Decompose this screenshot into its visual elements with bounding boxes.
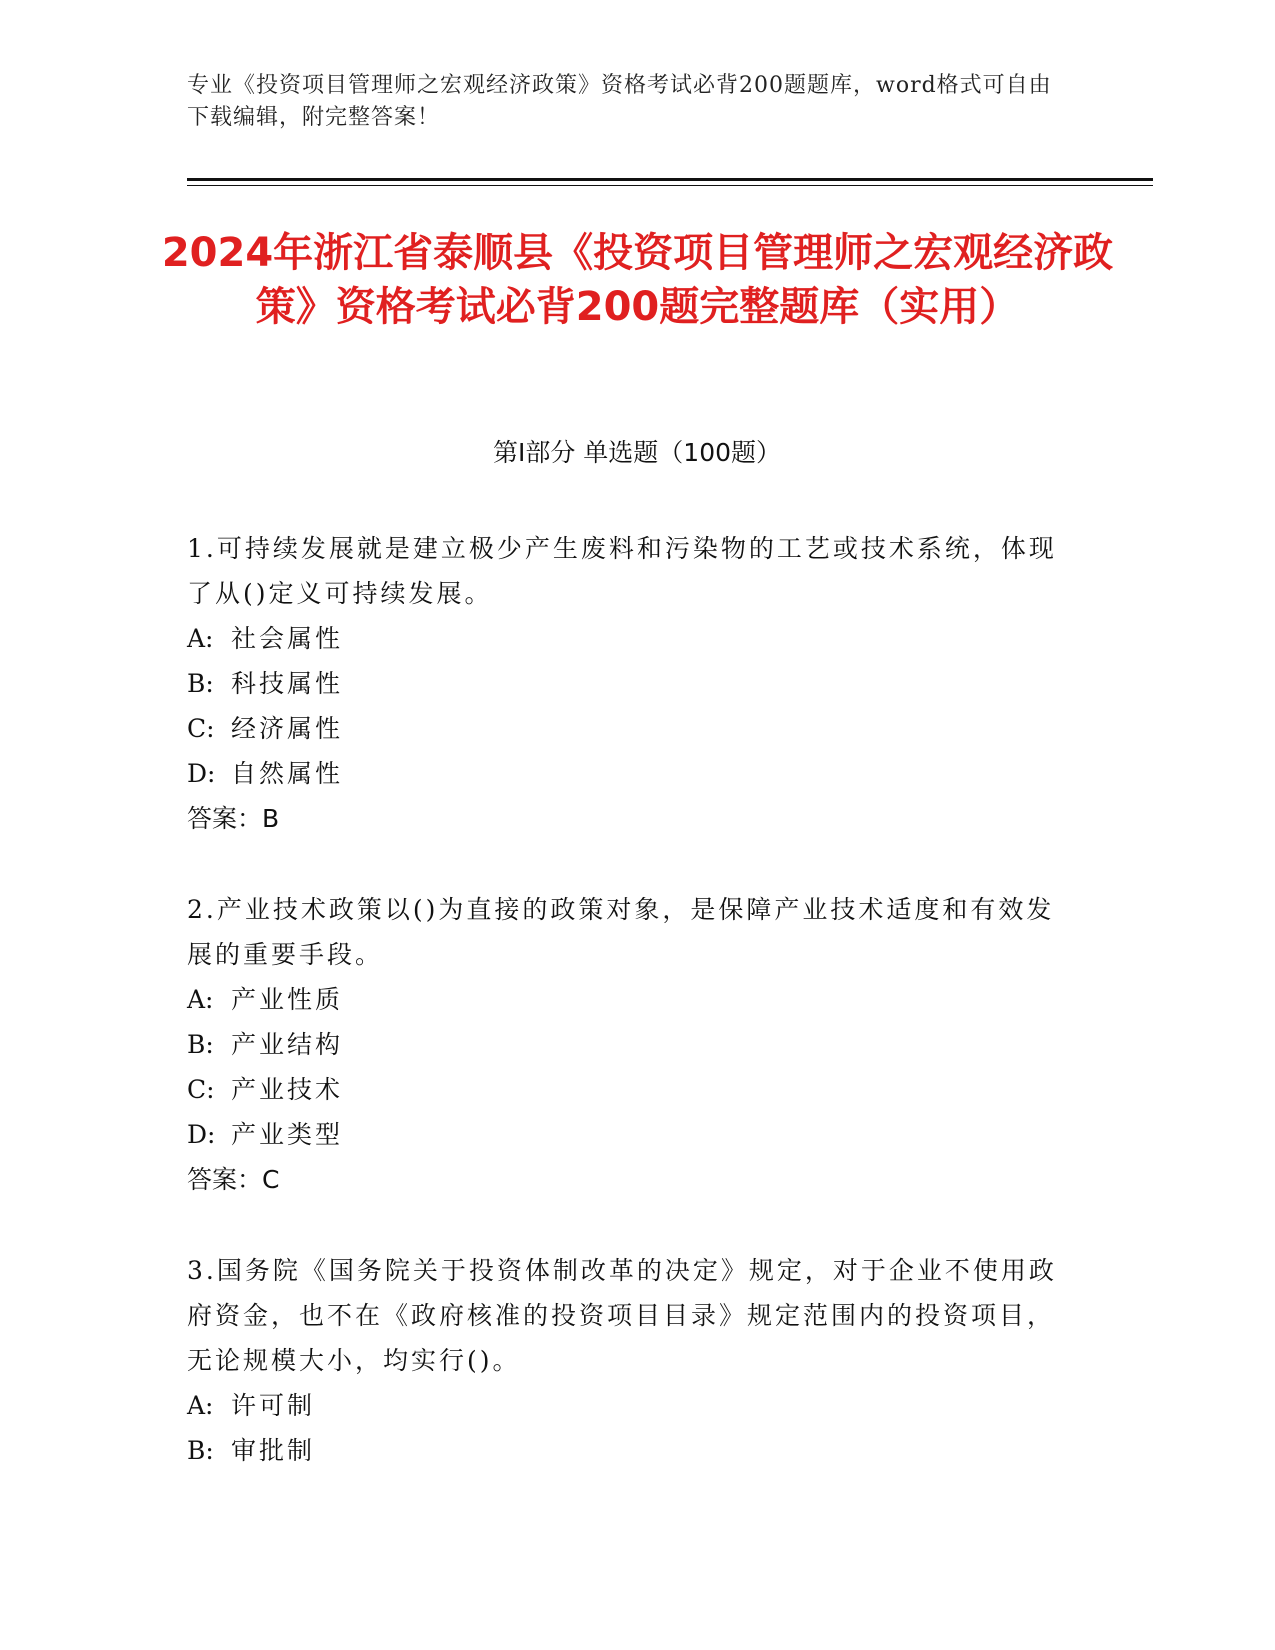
option-text: 产业结构 (231, 1030, 344, 1059)
section-title: 第I部分 单选题（100题） (492, 438, 782, 467)
option-key: D: (187, 759, 216, 788)
option-text: 审批制 (231, 1436, 316, 1465)
header-rule-thick (187, 178, 1153, 181)
option-key: B: (187, 1030, 214, 1059)
option-key: C: (187, 714, 215, 743)
option-key: D: (187, 1120, 216, 1149)
question-2 (187, 887, 1067, 1202)
option-key: A: (187, 624, 214, 653)
option-text: 社会属性 (231, 624, 344, 653)
option-text: 自然属性 (231, 759, 344, 788)
option-a (187, 977, 1067, 1022)
header-rule-thin (187, 185, 1153, 186)
option-key: A: (187, 985, 214, 1014)
option-a (187, 616, 1067, 661)
option-c (187, 706, 1067, 751)
option-b (187, 1022, 1067, 1067)
document-title: 2024年浙江省泰顺县《投资项目管理师之宏观经济政策》资格考试必背200题完整题库（实用） (161, 230, 1114, 330)
option-key: C: (187, 1075, 215, 1104)
option-text: 产业类型 (231, 1120, 344, 1149)
option-d (187, 1112, 1067, 1157)
option-text: 产业技术 (231, 1075, 344, 1104)
option-text: 科技属性 (231, 669, 344, 698)
option-text: 经济属性 (231, 714, 344, 743)
question-3 (187, 1248, 1067, 1473)
option-b (187, 661, 1067, 706)
option-c (187, 1067, 1067, 1112)
question-stem: 2.产业技术政策以()为直接的政策对象，是保障产业技术适度和有效发展的重要手段。 (187, 895, 1055, 969)
answer: 答案：B (187, 804, 280, 833)
option-text: 许可制 (231, 1391, 316, 1420)
option-d (187, 751, 1067, 796)
option-a (187, 1383, 1067, 1428)
answer: 答案：C (187, 1165, 280, 1194)
question-list (187, 526, 1067, 1519)
question-stem: 1.可持续发展就是建立极少产生废料和污染物的工艺或技术系统，体现了从()定义可持续发展。 (187, 534, 1057, 608)
header-note: 专业《投资项目管理师之宏观经济政策》资格考试必背200题题库，word格式可自由下载编辑，附完整答案！ (187, 73, 1052, 130)
question-stem: 3.国务院《国务院关于投资体制改革的决定》规定，对于企业不使用政府资金，也不在《政府核准的投资项目目录》规定范围内的投资项目，无论规模大小，均实行()。 (187, 1256, 1057, 1375)
option-key: B: (187, 1436, 214, 1465)
option-text: 产业性质 (231, 985, 344, 1014)
option-key: B: (187, 669, 214, 698)
option-key: A: (187, 1391, 214, 1420)
option-b (187, 1428, 1067, 1473)
question-1 (187, 526, 1067, 841)
